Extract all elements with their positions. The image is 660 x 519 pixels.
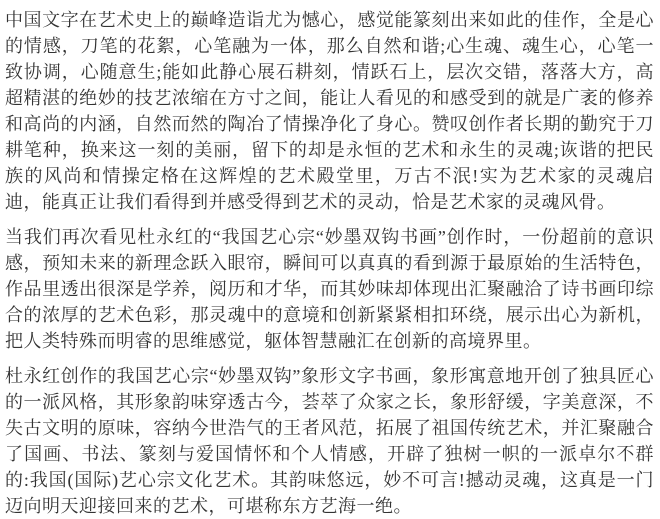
paragraph-2: 当我们再次看见杜永红的“我国艺心宗“妙墨双钩书画”创作时，一份超前的意识感，预知未来的新理念跃入眼帘，瞬间可以真真的看到源于最原始的生活特色，作品里透出很深是学养，阅历和才华，而其妙味却体现出汇聚融洽了诗书画印综合的浓厚的艺术色彩，那灵魂中的意境和创新紧紧相扣环绕，展示出心为新机，把人类特殊而明睿的思维感觉，躯体智慧融汇在创新的高境界里。 (5, 227, 654, 351)
paragraph-3: 杜永红创作的我国艺心宗“妙墨双钩”象形文字书画，象形寓意地开创了独具匠心的一派风格，其形象韵味穿透古今，荟萃了众家之长，象形舒缓，字美意深，不失古文明的原味，容纳今世浩气的王者风范，拓展了祖国传统艺术，并汇聚融合了国画、书法、篆刻与爱国情怀和个人情感，开辟了独树一帜的一派卓尔不群的:我国(国际)艺心宗文化艺术。其韵味悠远，妙不可言!撼动灵魂，这真是一门迈向明天迎接回来的艺术，可堪称东方艺海一绝。 (5, 366, 654, 516)
paragraph-1: 中国文字在艺术史上的巅峰造诣尤为憾心，感觉能篆刻出来如此的佳作，全是心的情感，刀笔的花絮，心笔融为一体，那么自然和谐;心生魂、魂生心，心笔一致协调，心随意生;能如此静心展石耕刻，情跃石上，层次交错，落落大方，高超精湛的绝妙的技艺浓缩在方寸之间，能让人看见的和感受到的就是广袤的修养和高尚的内涵，自然而然的陶冶了情操净化了身心。赞叹创作者长期的勤究于刀耕笔种，换来这一刻的美丽，留下的却是永恒的艺术和永生的灵魂;诙谐的把民族的风尚和情操定格在这辉煌的艺术殿堂里，万古不泯!实为艺术家的灵魂启迪，能真正让我们看得到并感受得到艺术的灵动，恰是艺术家的灵魂风骨。 (5, 10, 654, 212)
